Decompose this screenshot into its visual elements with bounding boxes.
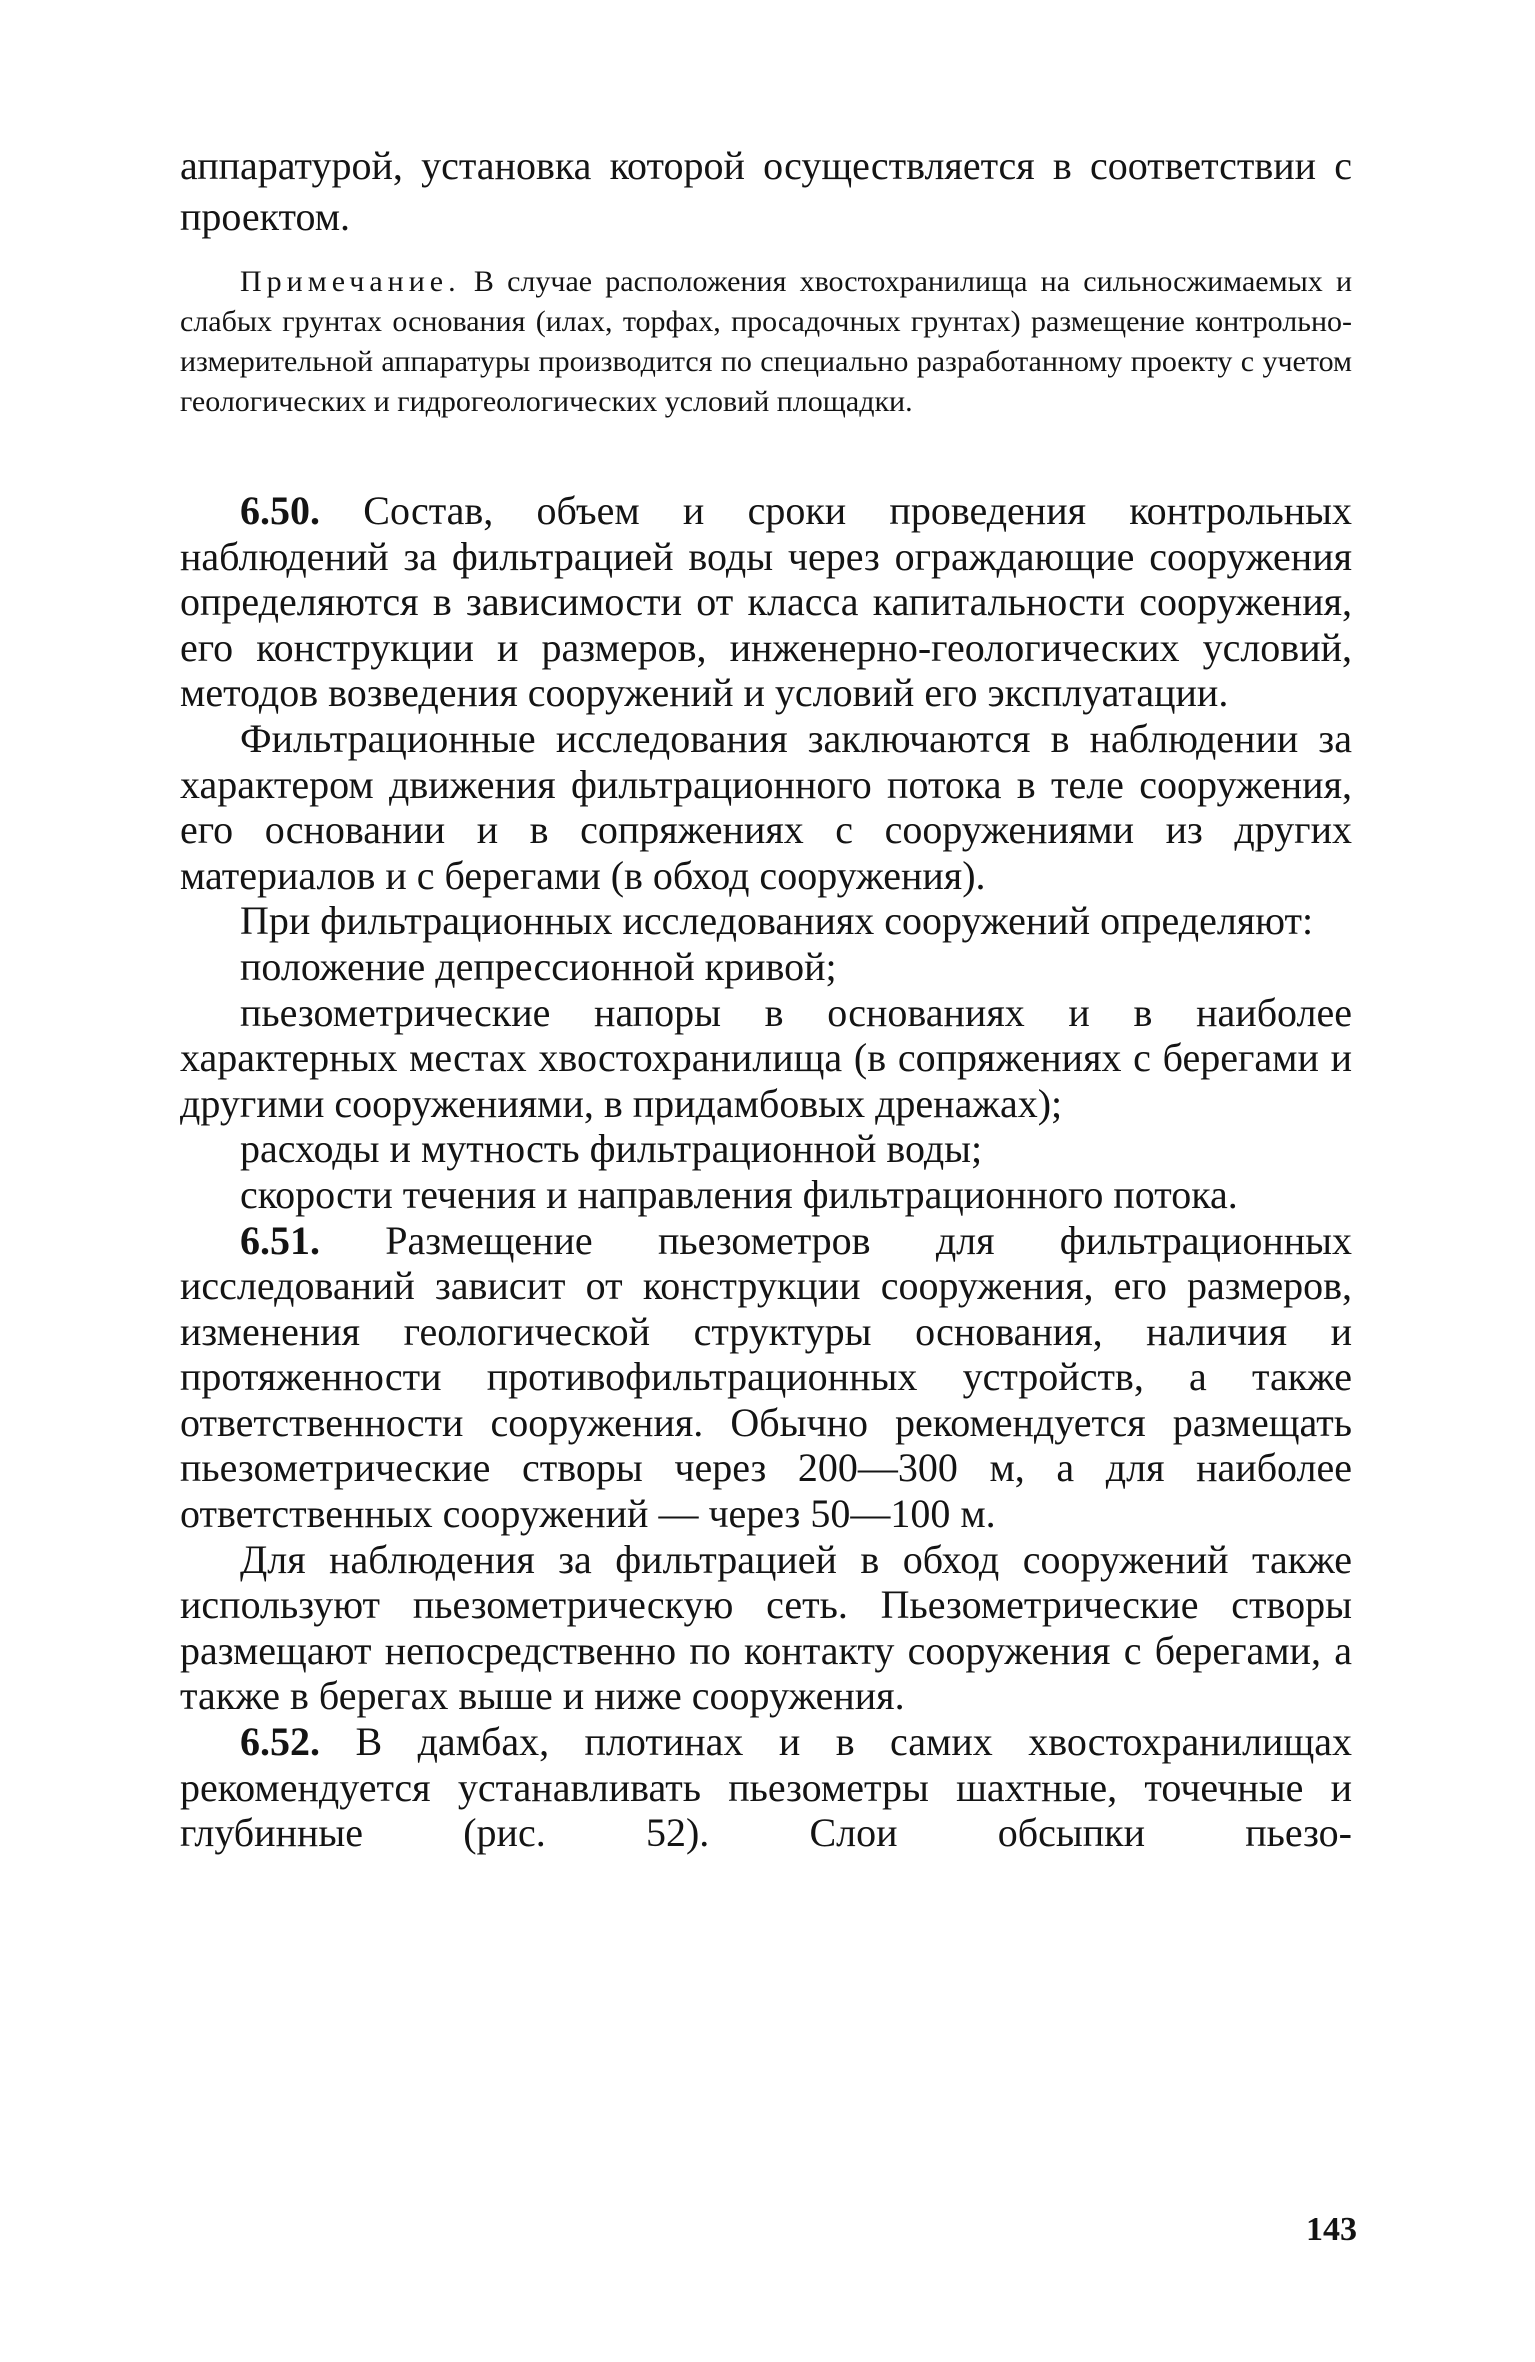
page-number: 143 [1306,2211,1357,2248]
main-body [180,488,1352,1856]
section-number-6-50: 6.50. [240,488,320,533]
note-text: В случае расположения хвостохранилища на сильносжимаемых и слабых грунтах основания (илах, торфах, просадочных грунтах) размещение контрольно-измерительной аппаратуры производится по специально разработанному проекту с учетом геологических и гидрогеологических условий площадки. [180,265,1353,418]
section-number-6-52: 6.52. [240,1719,320,1765]
section-6-50-paragraph-2: Фильтрационные исследования заключаются в наблюдении за характером движения фильтрационного потока в теле сооружения, его основании и в сопряжениях с сооружениями из других материалов и с берегами (в обход сооружения). [180,715,1352,898]
section-6-50-paragraph-1 [180,488,1352,716]
section-6-51-text-1: Размещение пьезометров для фильтрационных исследований зависит от конструкции сооружения, его размеров, изменения геологической структуры основания, наличия и протяженности противофильтрационных устройств, а также ответственности сооружения. Обычно рекомендуется размещать пьезометрические створы через 200—300 м, а для наиболее ответственных сооружений — через 50—100 м. [180,1217,1353,1537]
list-item-piezometric-heads: пьезометрические напоры в основаниях и в наиболее характерных местах хвостохранилища (в сопряжениях с берегами и другими сооружениями, в придамбовых дренажах); [180,989,1352,1126]
section-6-50-paragraph-3: При фильтрационных исследованиях сооружений определяют: [240,898,1314,944]
list-item-discharge-turbidity: расходы и мутность фильтрационной воды; [240,1126,983,1172]
note-paragraph [180,262,1352,422]
section-6-51-paragraph-2: Для наблюдения за фильтрацией в обход сооружений также используют пьезометрическую сеть. Пьезометрические створы размещают непосредственно по контакту сооружения с берегами, а также в берегах выше и ниже сооружения. [180,1536,1352,1719]
section-6-51-paragraph-1 [180,1218,1352,1537]
list-item-flow-velocity: скорости течения и направления фильтрационного потока. [240,1171,1238,1217]
intro-paragraph: аппаратурой, установка которой осуществляется в соответствии с проектом. [180,143,1352,239]
section-6-52-text-1: В дамбах, плотинах и в самих хвостохранилищах рекомендуется устанавливать пьезометры шахтные, точечные и глубинные (рис. 52). Слои обсыпки пьезо- [180,1719,1353,1856]
section-6-52-paragraph-1 [180,1719,1352,1856]
section-number-6-51: 6.51. [240,1217,320,1263]
section-6-50-text-1: Состав, объем и сроки проведения контрольных наблюдений за фильтрацией воды через ограждающие сооружения определяются в зависимости от класса капитальности сооружения, его конструкции и размеров, инженерно-геологических условий, методов возведения сооружений и условий его эксплуатации. [180,488,1353,716]
note-label: Примечание. [240,265,461,298]
list-item-depression-curve: положение депрессионной кривой; [240,943,837,989]
